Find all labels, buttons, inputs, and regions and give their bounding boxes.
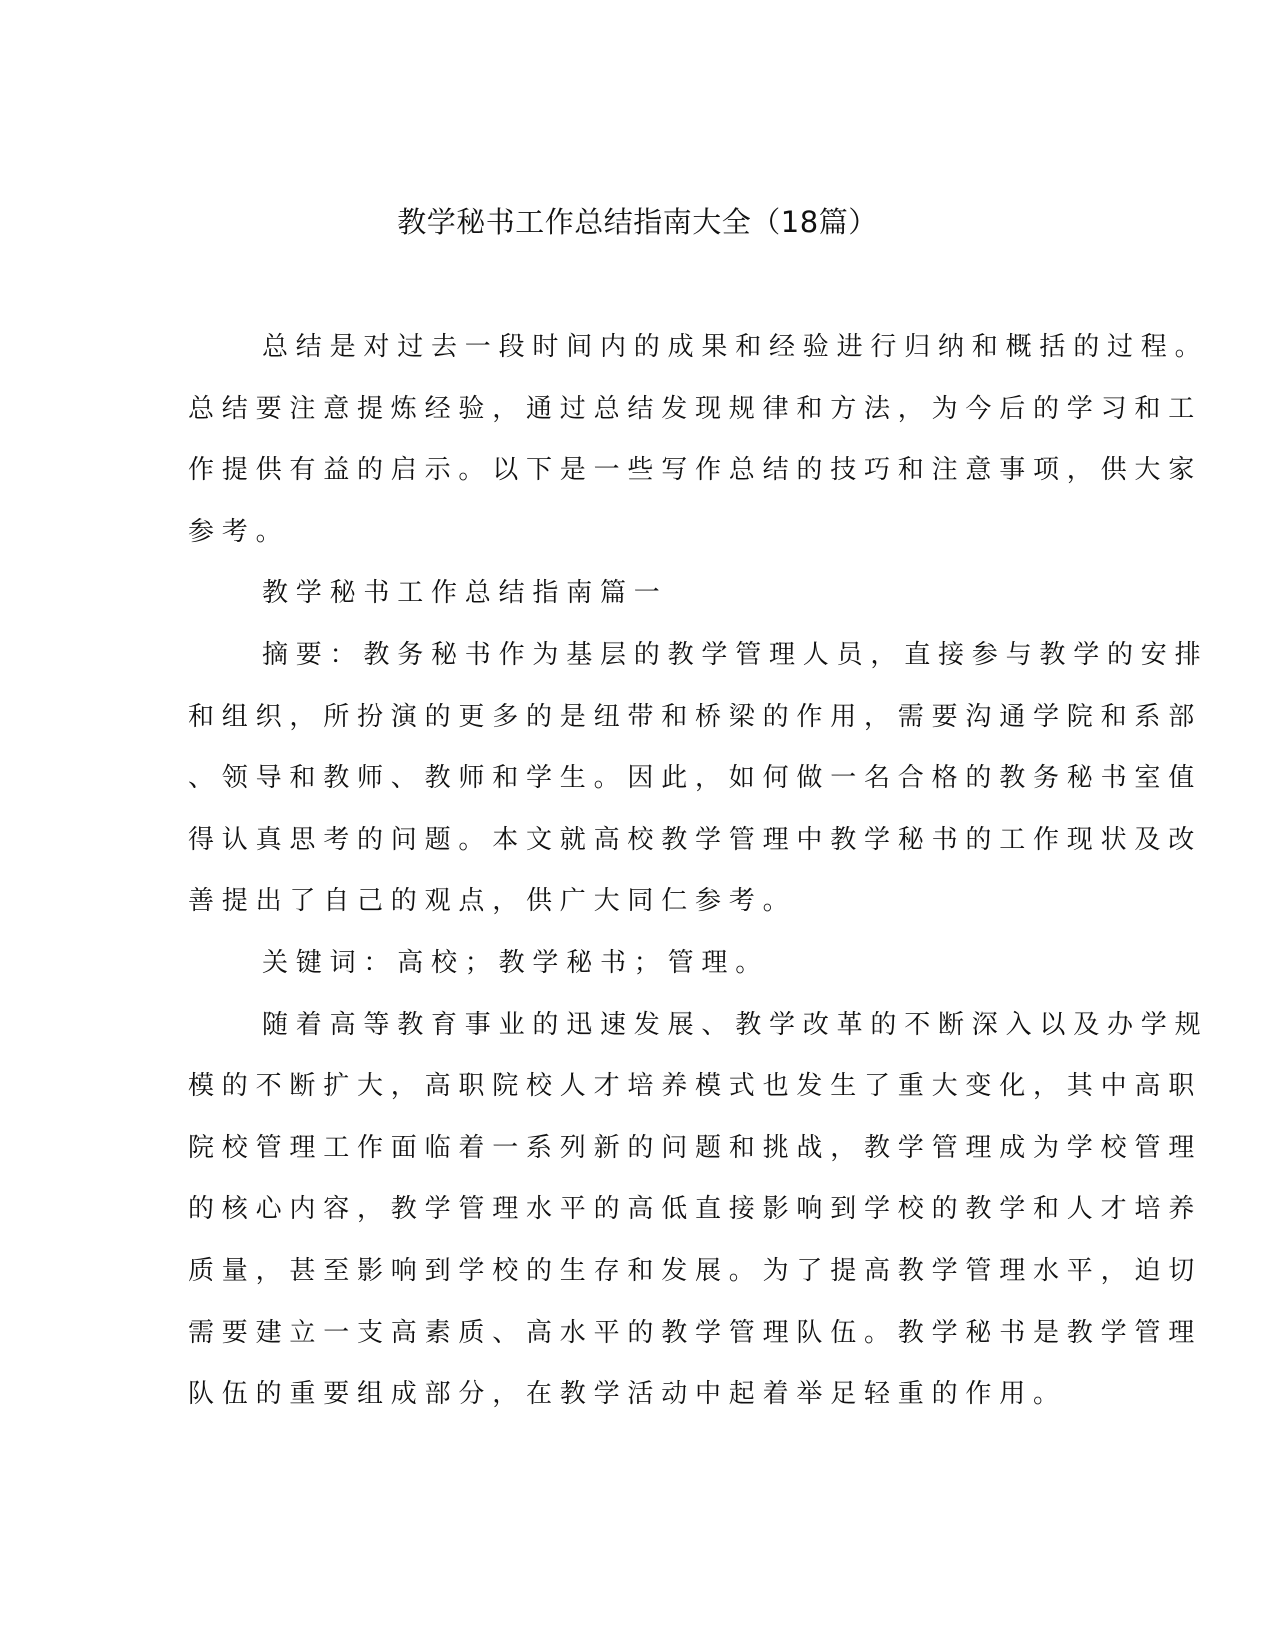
document-body [188,317,1209,1426]
paragraph-line: 模的不断扩大，高职院校人才培养模式也发生了重大变化，其中高职 [188,1071,1203,1102]
abstract-line: 、领导和教师、教师和学生。因此，如何做一名合格的教务秘书室值 [188,763,1203,794]
abstract-line: 和组织，所扮演的更多的是纽带和桥梁的作用，需要沟通学院和系部 [188,701,1203,732]
paragraph-line: 总结要注意提炼经验，通过总结发现规律和方法，为今后的学习和工 [188,393,1203,424]
paragraph-line: 的核心内容，教学管理水平的高低直接影响到学校的教学和人才培养 [188,1194,1203,1225]
keywords-line: 关键词：高校；教学秘书；管理。 [262,947,770,978]
paragraph-line: 随着高等教育事业的迅速发展、教学改革的不断深入以及办学规 [262,1009,1209,1040]
paragraph-line: 总结是对过去一段时间内的成果和经验进行归纳和概括的过程。 [262,332,1209,362]
paragraph-line: 参考。 [188,516,290,547]
paragraph-line: 需要建立一支高素质、高水平的教学管理队伍。教学秘书是教学管理 [188,1317,1203,1348]
paragraph-line: 质量，甚至影响到学校的生存和发展。为了提高教学管理水平，迫切 [188,1255,1203,1286]
abstract-line: 善提出了自己的观点，供广大同仁参考。 [188,886,797,917]
paragraph-line: 队伍的重要组成部分，在教学活动中起着举足轻重的作用。 [188,1379,1067,1410]
paragraph-line: 作提供有益的启示。以下是一些写作总结的技巧和注意事项，供大家 [188,455,1203,486]
abstract-line: 摘要：教务秘书作为基层的教学管理人员，直接参与教学的安排 [262,639,1209,670]
abstract-line: 得认真思考的问题。本文就高校教学管理中教学秘书的工作现状及改 [188,824,1203,855]
paragraph-line: 院校管理工作面临着一系列新的问题和挑战，教学管理成为学校管理 [188,1132,1203,1163]
section-heading: 教学秘书工作总结指南篇一 [262,578,668,609]
document-title: 教学秘书工作总结指南大全（18篇） [397,205,878,239]
